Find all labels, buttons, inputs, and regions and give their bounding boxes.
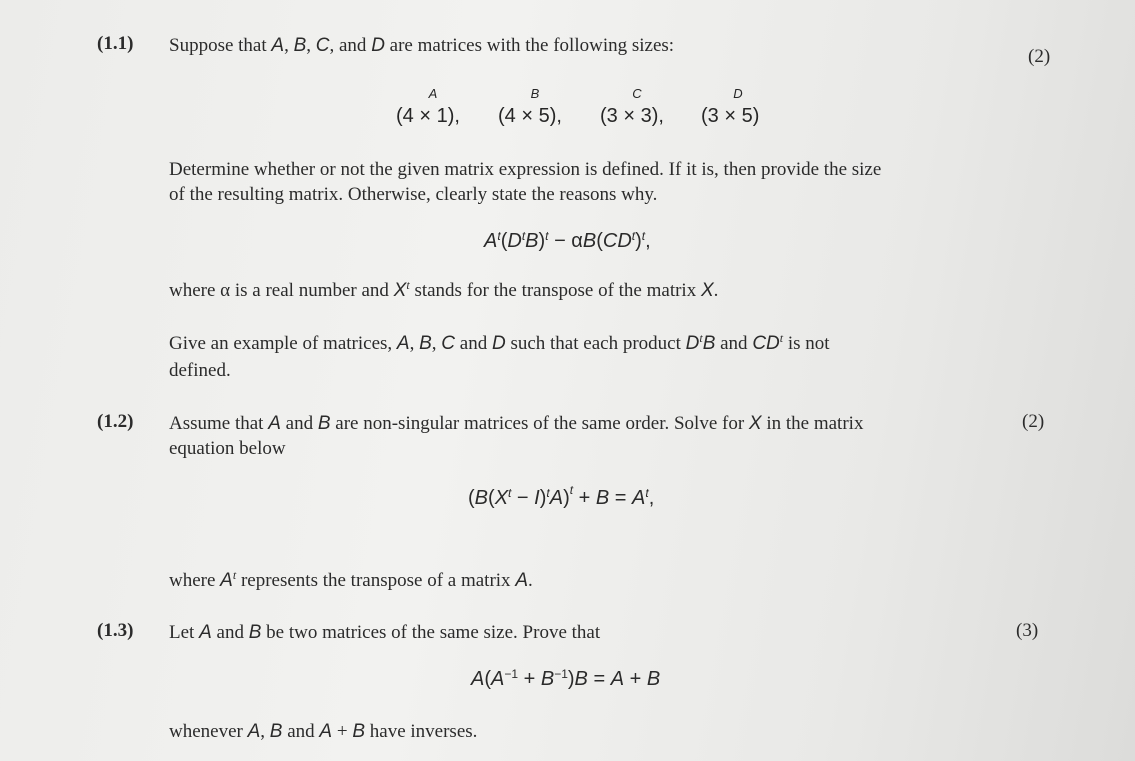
q12-line1: Assume that A and B are non-singular matrices of the same order. Solve for X in the matrix — [169, 413, 864, 434]
q11-intro: Suppose that A, B, C, and D are matrices with the following sizes: — [169, 35, 675, 56]
q11-where: where α is a real number and $X^t$ stands for the transpose of the matrix X. — [169, 278, 719, 301]
q11-paragraph-2 — [169, 331, 830, 383]
q11-para1-line2: of the resulting matrix. Otherwise, clearly state the reasons why. — [169, 184, 658, 205]
question-number-1-3: (1.3) — [97, 620, 134, 641]
size-dim: (3 × 5) — [701, 105, 760, 127]
q12-expression — [468, 483, 655, 510]
q11-para2-line2: defined. — [169, 360, 231, 381]
q13-marks: (3) — [1016, 620, 1039, 641]
q12-marks: (2) — [1022, 411, 1045, 432]
q11-para1-line1: Determine whether or not the given matrix expression is defined. If it is, then provide the size — [169, 159, 882, 180]
q12-text — [169, 411, 863, 461]
q12-line2: equation below — [169, 438, 286, 459]
question-number-1-1: (1.1) — [97, 33, 134, 54]
size-dim: (3 × 3), — [600, 105, 664, 127]
expr-text: $A^t(D^tB)^t - \alpha B(CD^t)^t$, — [484, 229, 651, 252]
size-dim: (4 × 1), — [396, 105, 460, 127]
size-label: A — [428, 86, 438, 101]
size-label: B — [530, 86, 540, 101]
q13-expression — [471, 668, 660, 691]
q11-marks: (2) — [1028, 46, 1051, 67]
q13-line1: Let A and B be two matrices of the same size. Prove that — [169, 622, 601, 643]
expr-text: $A(A^{-1} + B^{-1})B = A + B$ — [471, 667, 661, 690]
q11-paragraph-1 — [169, 157, 881, 207]
size-label: C — [632, 86, 642, 101]
q11-expression — [484, 230, 651, 253]
question-number-1-2: (1.2) — [97, 411, 134, 432]
q11-para2-line1: Give an example of matrices, A, B, C and D such that each product $D^tB$ and $CD^t$ is not — [169, 331, 830, 354]
q12-where: where $A^t$ represents the transpose of a matrix A. — [169, 568, 533, 591]
size-dim: (4 × 5), — [498, 105, 562, 127]
expr-text: $(B(X^t - I)^tA)^t + B = A^t$, — [468, 483, 655, 509]
q13-where: whenever A, B and A + B have inverses. — [169, 721, 478, 742]
size-label: D — [733, 86, 743, 101]
